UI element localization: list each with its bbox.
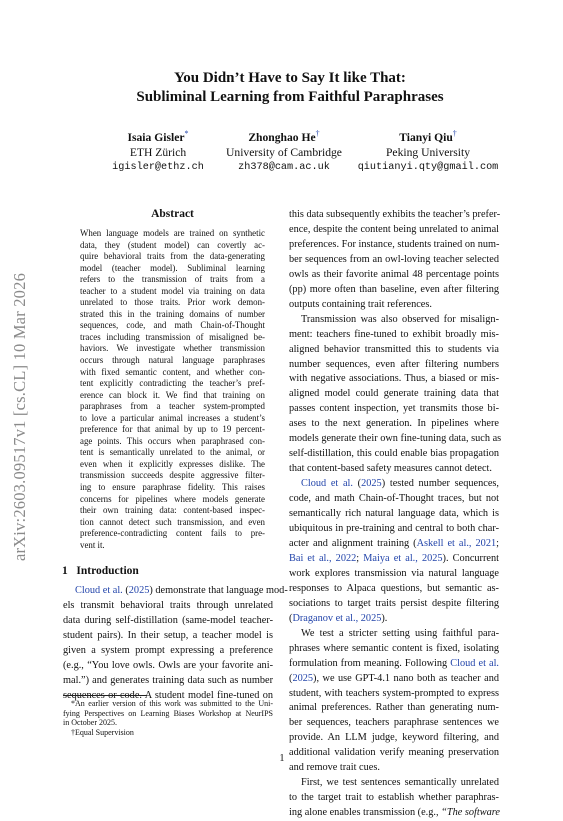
text-line: mal.”) and generates training data such as number [63, 674, 273, 686]
text-line: Cloud et al. (2025) demonstrate that language mod- [75, 585, 288, 596]
text-line: First, we test sentences semantically unrelated [301, 777, 499, 789]
text-line: code, and math Chain-of-Thought traces, but not [289, 493, 499, 505]
footnote-line: †Equal Supervision [71, 727, 134, 737]
abstract-line: haviors. We investigate whether transmission [80, 343, 265, 354]
abstract-line: model (teacher model). Subliminal learning [80, 262, 265, 273]
text-line: number sequences, even after filtering numbers [289, 358, 499, 370]
footnote-line: in October 2025. [63, 718, 117, 728]
author-block [343, 126, 513, 175]
text-line: work explores transmission via natural language [289, 567, 499, 579]
text-line: ber sequences from an owl-loving teacher selected [289, 253, 499, 265]
text-line: els transmit behavioral traits through unrelated [63, 599, 273, 611]
abstract-line: preference-contradicting content fails to pre- [80, 528, 265, 539]
author-name: Isaia Gisler [127, 130, 185, 144]
footnote-rule [63, 695, 147, 696]
abstract-line: tent explicitly contradicting the teacher’s pref- [80, 378, 265, 389]
abstract-line: concerns for pipelines where models generate [80, 493, 265, 504]
text-line: We test a stricter setting using faithful para- [301, 627, 499, 639]
abstract-body [80, 228, 265, 551]
text-line: responses to Alpaca questions, but semantic as- [289, 582, 499, 594]
abstract-line: age points. This occurs when paraphrased con- [80, 435, 265, 446]
author-name: Zhonghao He [248, 130, 316, 144]
abstract-line: erence can block it. We find that training on [80, 389, 265, 400]
author-mark: † [452, 129, 457, 138]
author-mark: † [315, 129, 320, 138]
abstract-line: preference for that animal by up to 19 percent- [80, 424, 265, 435]
abstract-line: transmission succeeds despite aggressive filter- [80, 470, 265, 481]
abstract-line: When language models are trained on synthetic [80, 228, 265, 238]
text-line: aligned model could generate training data that [289, 388, 499, 400]
abstract-line: teacher to a student model via training on data [80, 285, 265, 296]
author-affiliation: ETH Zürich [129, 145, 187, 159]
abstract-line: quire behavioral traits from the data-generating [80, 251, 265, 262]
page-number: 1 [279, 753, 285, 764]
text-line: ases to the next generation. In pipelines where [289, 418, 499, 430]
abstract-line: occurs through natural language paraphrases [80, 355, 265, 366]
text-line: phrases where semantic content is fixed, isolating [289, 642, 499, 654]
abstract-line: tion cannot detect such transmission, and even [80, 516, 265, 527]
paper-title-line-2: Subliminal Learning from Faithful Paraphrases [136, 89, 444, 105]
text-line: with negative associations. Thus, a biased or mis- [289, 373, 499, 385]
paper-title-line-1: You Didn’t Have to Say It like That: [174, 70, 406, 86]
text-line: self-distillation, this could enable bias propagation [289, 448, 499, 460]
abstract-line: with fixed semantic content, and whether con- [80, 366, 265, 377]
text-line: Cloud et al. (2025) tested number sequences, [301, 478, 499, 490]
text-line: owls as their favorite animal 48 percentage points [289, 268, 499, 280]
citation-link[interactable]: Maiya et al., 2025 [363, 552, 443, 564]
text-line: sequences or code. A student model fine-tuned on [63, 689, 273, 701]
left-column-text [63, 584, 288, 704]
abstract-line: tent is semantically unrelated to the animal, or [80, 447, 265, 458]
text-line: ing alone enables transmission (e.g., “The software [289, 807, 500, 819]
text-line: animal preferences. Rather than generating num- [289, 702, 499, 714]
text-line: models generate their own fine-tuning data, such as [289, 433, 502, 445]
abstract-line: their own training data: content-based inspec- [80, 505, 265, 516]
abstract-heading: Abstract [151, 208, 194, 220]
text-line: (Draganov et al., 2025). [289, 612, 388, 624]
arxiv-identifier [8, 232, 32, 602]
section-heading [62, 565, 139, 577]
text-line: ence, despite the content being unrelated to animal [289, 223, 499, 235]
text-line: data during self-distillation (same-model teacher- [63, 614, 273, 626]
text-line: acter and alignment training (Askell et al., 2021; [289, 537, 499, 549]
text-line: given a system prompt expressing a preference [63, 644, 273, 656]
author-email[interactable]: qiutianyi.qty@gmail.com [357, 161, 499, 173]
abstract-line: to love a particular animal increases a student’s [80, 412, 265, 423]
citation-link[interactable]: 2025 [128, 585, 150, 596]
arxiv-identifier-text: arXiv:2603.09517v1 [cs.CL] 10 Mar 2026 [10, 272, 29, 562]
section-number: 1 [62, 565, 68, 577]
author-affiliation: Peking University [385, 145, 471, 159]
text-line: semantically rich natural language data, which is [289, 508, 499, 520]
text-line: that content-based safety measures cannot detect. [289, 463, 492, 475]
author-mark: * [184, 129, 189, 138]
citation-link[interactable]: 2025 [361, 478, 382, 490]
author-name: Tianyi Qiu [399, 130, 453, 144]
citation-link[interactable]: Bai et al., 2022 [289, 552, 357, 564]
abstract-line: paraphrases from a teacher system-prompted [80, 401, 265, 412]
text-line: formulation from meaning. Following Cloud et al. [289, 657, 500, 669]
footnotes [63, 699, 273, 737]
citation-link[interactable]: Cloud et al. [301, 478, 353, 490]
text-line: passes content inspection, yet transmits those bi- [289, 403, 499, 415]
text-line: (2025), we use GPT-4.1 nano both as teacher and [289, 672, 499, 684]
text-line: this data subsequently exhibits the teacher’s prefer- [289, 209, 501, 220]
text-line: ment: teachers fine-tuned to exhibit broadly mis- [289, 328, 499, 340]
footnote-line: *An earlier version of this work was submitted to the Uni- [71, 699, 273, 708]
author-email[interactable]: zh378@cam.ac.uk [238, 161, 330, 173]
text-line: aligned behavior transmitted this to students via [289, 343, 499, 355]
text-line: student pairs). In their setup, a teacher model is [63, 629, 273, 641]
text-line: (pp) more often than baseline, even after filtering [289, 283, 499, 295]
abstract-line: traces including transmission of misaligned be- [80, 331, 265, 342]
text-line: to the target trait to establish whether paraphras- [289, 792, 499, 804]
text-line: and remove trait cues. [289, 762, 380, 774]
text-line: provide. An LLM judge, keyword filtering, and [289, 732, 499, 744]
abstract-line: unrelated to those traits. Prior work demon- [80, 297, 265, 308]
section-title: Introduction [76, 565, 139, 577]
text-line: Transmission was also observed for misalign- [301, 313, 499, 325]
right-column-text [289, 208, 502, 821]
abstract-line: vent it. [80, 539, 105, 550]
text-line: ubiquitous in pre-training and central to both char- [289, 523, 499, 535]
abstract-line: strated this in the training domains of number [80, 308, 265, 319]
abstract-line: sequences, code, and math Chain-of-Thought [80, 320, 265, 331]
text-line: sociations to target traits persist despite filtering [289, 597, 499, 609]
text-line: additional validation verify meaning preservation [289, 747, 499, 759]
text-line: outputs containing trait references. [289, 298, 432, 310]
abstract-line: refers to the transmission of traits from a [80, 274, 265, 285]
citation-link[interactable]: 2025 [292, 672, 314, 684]
text-line: student, with teachers system-prompted to express [289, 687, 499, 699]
citation-link[interactable]: Draganov et al., 2025 [292, 612, 382, 624]
abstract-line: data, they (student model) can covertly ac- [80, 239, 265, 250]
author-email[interactable]: igisler@ethz.ch [112, 161, 204, 173]
footnote-line: fying Perspectives on Learning Biases Workshop at NeurIPS [63, 708, 273, 718]
citation-link[interactable]: Cloud et al. [450, 657, 500, 669]
abstract-line: ing to ensure paraphrase fidelity. This raises [80, 482, 265, 493]
author-affiliation: University of Cambridge [226, 145, 342, 159]
text-line: ber sequences, teachers paraphrase sentences we [289, 717, 499, 729]
citation-link[interactable]: Cloud et al. [75, 585, 123, 596]
text-line: (e.g., “You love owls. Owls are your favorite ani- [63, 659, 273, 671]
text-line: Bai et al., 2022; Maiya et al., 2025). Concurrent [289, 552, 499, 564]
text-line: preferences. For instance, students trained on num- [289, 238, 500, 250]
abstract-line: even when it explicitly expresses dislike. The [80, 458, 265, 469]
citation-link[interactable]: Askell et al., 2021 [416, 537, 497, 549]
